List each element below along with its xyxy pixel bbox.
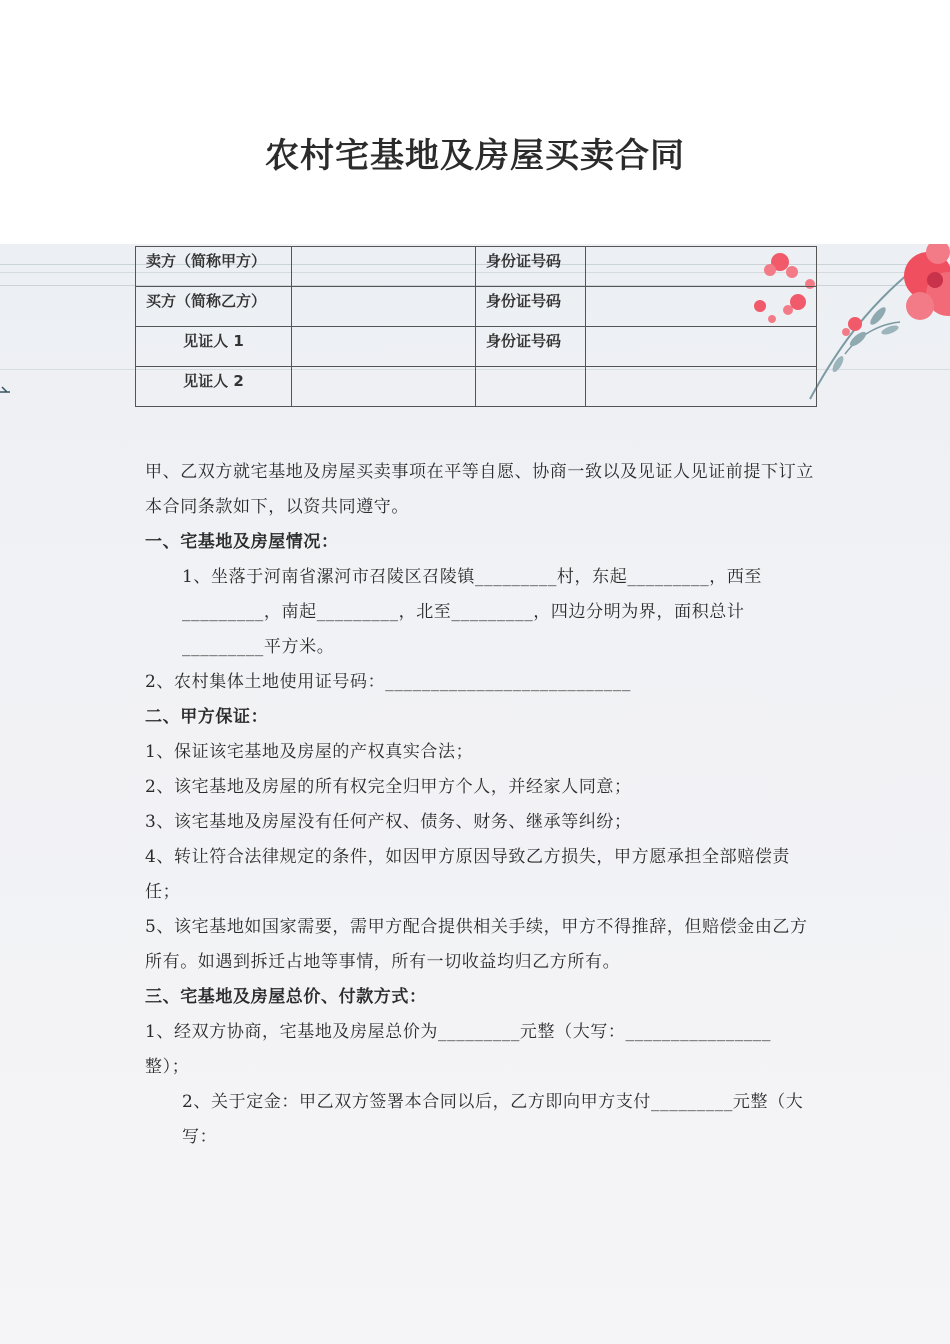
section-heading-1: 一、宅基地及房屋情况： [145, 532, 339, 552]
witness1-id-label: 身份证号码 [476, 327, 586, 367]
contract-body [145, 455, 815, 1155]
table-row [136, 287, 817, 327]
witness2-id-cell[interactable] [586, 367, 817, 407]
witness1-value-cell[interactable] [292, 327, 476, 367]
witness1-id-cell[interactable] [586, 327, 817, 367]
seller-id-label: 身份证号码 [476, 247, 586, 287]
table-row [136, 367, 817, 407]
clause-land-cert: 2、农村集体土地使用证号码：___________________________ [145, 672, 631, 692]
witness1-label: 见证人 1 [136, 327, 292, 367]
clause-deposit: 2、关于定金：甲乙双方签署本合同以后，乙方即向甲方支付_________元整（大写： [182, 1092, 804, 1147]
buyer-value-cell[interactable] [292, 287, 476, 327]
buyer-label: 买方（简称乙方） [136, 287, 292, 327]
clause-guarantee-1: 1、保证该宅基地及房屋的产权真实合法； [145, 742, 474, 762]
section-heading-3: 三、宅基地及房屋总价、付款方式： [145, 987, 427, 1007]
clause-guarantee-5-cont: 所有。如遇到拆迁占地等事情，所有一切收益均归乙方所有。 [145, 952, 621, 972]
clause-guarantee-4: 4、转让符合法律规定的条件，如因甲方原因导致乙方损失，甲方愿承担全部赔偿责任； [145, 847, 791, 902]
header-band [0, 0, 950, 244]
intro-paragraph: 甲、乙双方就宅基地及房屋买卖事项在平等自愿、协商一致以及见证人见证前提下订立本合同条款如下，以资共同遵守。 [145, 462, 814, 517]
clause-location: 1、坐落于河南省漯河市召陵区召陵镇_________村，东起_________，西至_________，南起_________，北至_________，四边分明为界，面积总计_________平方米。 [182, 567, 763, 657]
buyer-id-cell[interactable] [586, 287, 817, 327]
witness2-id-label [476, 367, 586, 407]
clause-guarantee-5: 5、该宅基地如国家需要，需甲方配合提供相关手续，甲方不得推辞，但赔偿金由乙方 [145, 917, 808, 937]
clause-price: 1、经双方协商，宅基地及房屋总价为_________元整（大写：________________整）； [145, 1022, 772, 1077]
clause-guarantee-2: 2、该宅基地及房屋的所有权完全归甲方个人，并经家人同意； [145, 777, 632, 797]
document-title: 农村宅基地及房屋买卖合同 [265, 136, 685, 176]
seller-label: 卖方（简称甲方） [136, 247, 292, 287]
table-row [136, 247, 817, 287]
witness2-value-cell[interactable] [292, 367, 476, 407]
table-row [136, 327, 817, 367]
party-info-table [135, 246, 817, 407]
witness2-label: 见证人 2 [136, 367, 292, 407]
seller-value-cell[interactable] [292, 247, 476, 287]
corner-arrow-icon [0, 384, 14, 400]
section-heading-2: 二、甲方保证： [145, 707, 269, 727]
clause-guarantee-3: 3、该宅基地及房屋没有任何产权、债务、财务、继承等纠纷； [145, 812, 632, 832]
seller-id-cell[interactable] [586, 247, 817, 287]
buyer-id-label: 身份证号码 [476, 287, 586, 327]
